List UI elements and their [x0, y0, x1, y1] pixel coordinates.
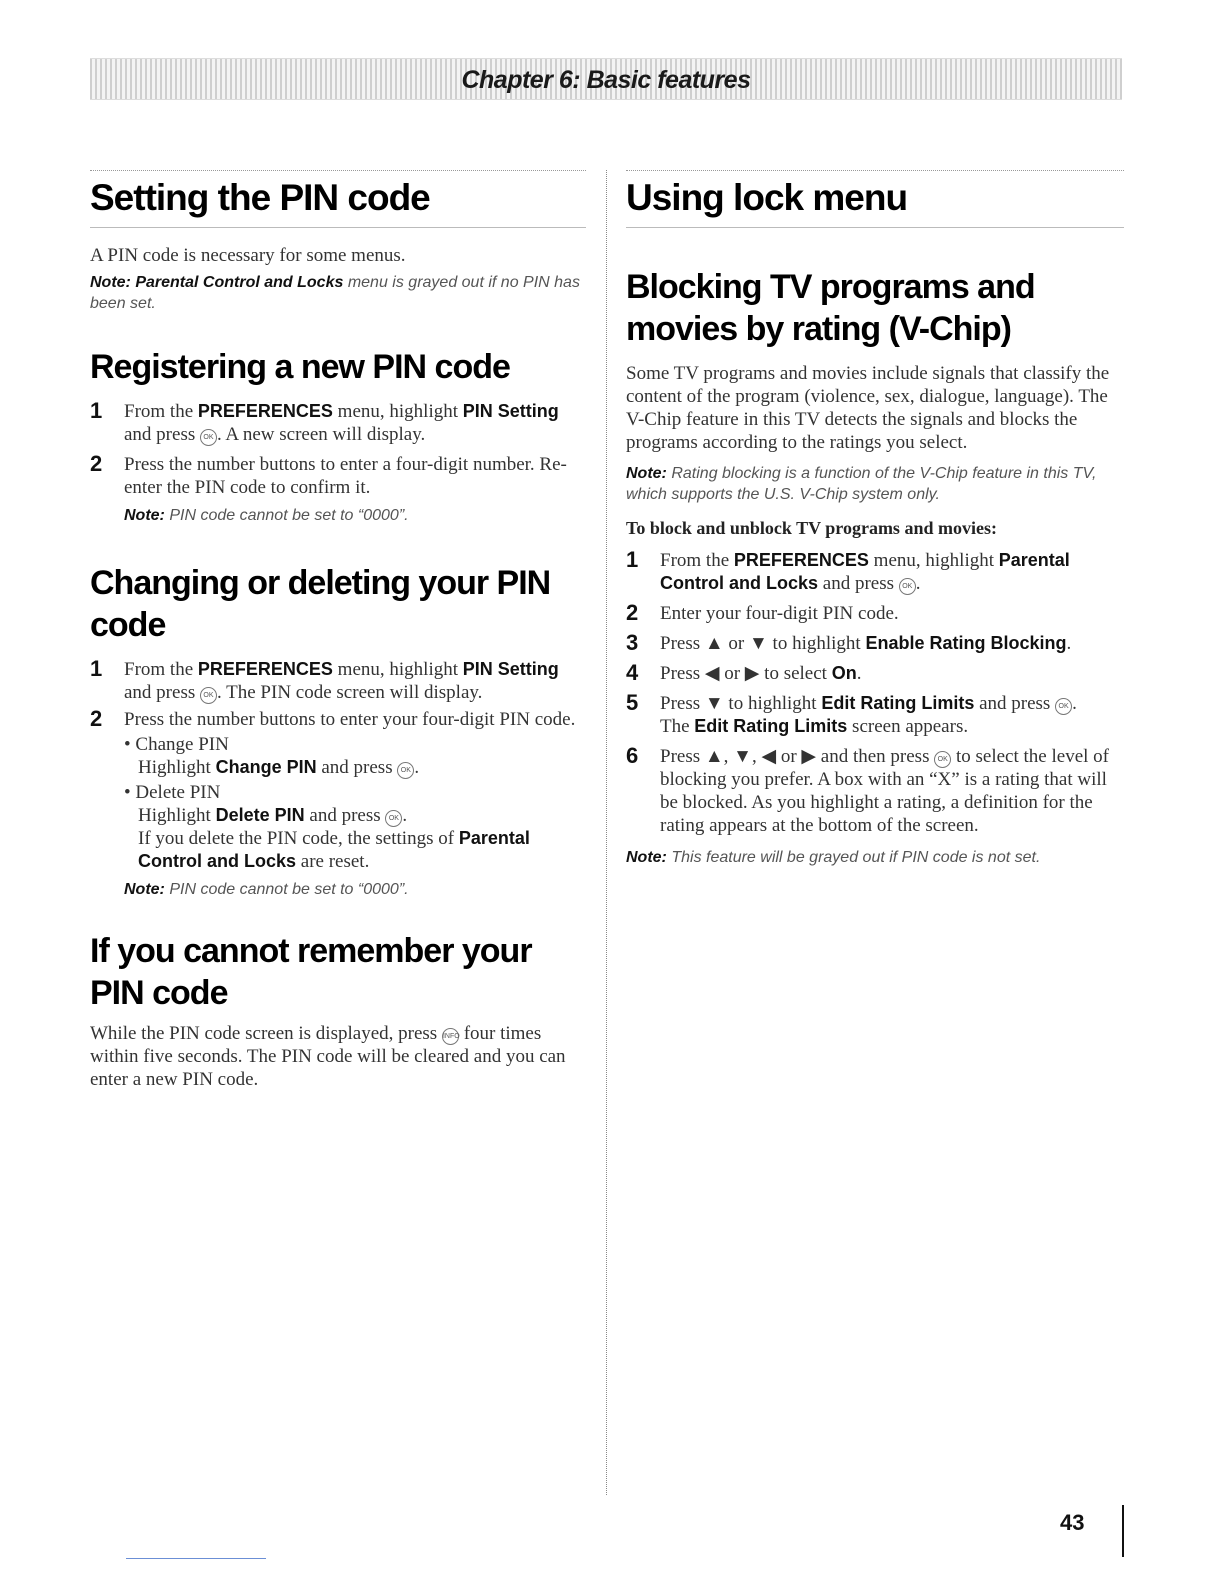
step-text: From the — [660, 550, 734, 571]
step-text: . The PIN code screen will display. — [216, 682, 483, 703]
pin-setting-label: PIN Setting — [462, 401, 559, 421]
block-steps — [626, 549, 1124, 837]
parental-control-label: Parental Control and Locks — [138, 828, 530, 871]
vchip-note — [626, 463, 1124, 505]
step-text: Highlight — [138, 757, 216, 778]
info-button-icon: INFO — [442, 1028, 459, 1045]
footer-rule — [126, 1558, 266, 1559]
step-text: and press — [124, 424, 200, 445]
heading-register-pin: Registering a new PIN code — [90, 348, 510, 386]
body-text: While the PIN code screen is displayed, press — [90, 1023, 442, 1044]
note-label: Note: — [626, 849, 667, 866]
step-text: Press ▲, ▼, ◀ or ▶ and then press — [660, 746, 935, 767]
register-step-1 — [90, 400, 586, 446]
change-pin-bullet: • Change PIN — [124, 734, 229, 755]
step-text: . A new screen will display. — [216, 424, 426, 445]
step-text: From the — [124, 659, 198, 680]
step-number: 2 — [90, 706, 103, 731]
note-text: PIN code cannot be set to “0000”. — [164, 507, 409, 524]
ok-button-icon: OK — [934, 751, 951, 768]
preferences-menu-label: PREFERENCES — [197, 659, 333, 679]
step-text: Press the number buttons to enter a four-digit number. Re-enter the PIN code to confirm it. — [124, 454, 567, 498]
vchip-intro: Some TV programs and movies include signals that classify the content of the program (violence, sex, dialogue, language). The V-Chip feature in this TV detects the signals and blocks the programs according to the ratings you select. — [626, 363, 1110, 453]
ok-button-icon: OK — [1055, 698, 1072, 715]
note-label: Note: — [124, 881, 165, 898]
note-text: Rating blocking is a function of the V-Chip feature in this TV, which supports the U.S. V-Chip system only. — [626, 465, 1097, 503]
note-label: Note: — [124, 507, 165, 524]
step-text: menu, highlight — [332, 401, 463, 422]
preferences-menu-label: PREFERENCES — [197, 401, 333, 421]
step-text: . — [402, 805, 408, 826]
column-divider — [606, 170, 607, 1495]
step-text: and press — [124, 682, 200, 703]
step-number: 1 — [626, 547, 639, 572]
step-text: Enter your four-digit PIN code. — [660, 603, 899, 624]
change-steps — [90, 658, 586, 900]
heading-forgot-pin: If you cannot remember your PIN code — [90, 932, 532, 1012]
enable-rating-blocking-label: Enable Rating Blocking — [865, 633, 1067, 653]
step-text: The — [660, 716, 695, 737]
step-text: Highlight — [138, 805, 216, 826]
block-step-5 — [626, 692, 1124, 738]
section-title-lock: Using lock menu — [626, 170, 1124, 228]
block-step-3 — [626, 632, 1124, 655]
step-number: 1 — [90, 398, 103, 423]
note-label: Note: Parental Control and Locks — [90, 274, 344, 291]
step-text: are reset. — [296, 851, 370, 872]
block-subheading: To block and unblock TV programs and movies: — [626, 518, 997, 538]
chapter-banner — [90, 58, 1122, 100]
ok-button-icon: OK — [385, 810, 402, 827]
heading-change-pin: Changing or deleting your PIN code — [90, 564, 551, 644]
block-step-1 — [626, 549, 1124, 595]
ok-button-icon: OK — [397, 762, 414, 779]
delete-pin-bullet: • Delete PIN — [124, 782, 221, 803]
step-text: to select the level of blocking you prefer. A box with an “X” is a rating that will be blocked. As you highlight a rating, a definition for the rating appears at the bottom of the screen. — [660, 746, 1109, 836]
on-label: On — [831, 663, 857, 683]
preferences-menu-label: PREFERENCES — [733, 550, 869, 570]
body-text: four times within five seconds. The PIN code will be cleared and you can enter a new PIN code. — [90, 1023, 566, 1090]
change-step-2 — [90, 708, 586, 873]
vchip-note-2 — [626, 847, 1124, 868]
change-step-1 — [90, 658, 586, 704]
step-text: If you delete the PIN code, the settings of — [138, 828, 459, 849]
step-text: . — [915, 573, 921, 594]
forgot-pin-text — [90, 1022, 586, 1091]
step-number: 5 — [626, 690, 639, 715]
register-steps — [90, 400, 586, 526]
block-step-6 — [626, 745, 1124, 837]
step-text: and press — [316, 757, 398, 778]
step-number: 2 — [90, 451, 103, 476]
parental-control-label: Parental Control and Locks — [660, 550, 1070, 593]
change-pin-label: Change PIN — [215, 757, 317, 777]
left-column — [90, 170, 586, 1091]
edit-rating-limits-label: Edit Rating Limits — [821, 693, 975, 713]
right-column — [626, 170, 1124, 868]
step-text: screen appears. — [847, 716, 969, 737]
step-text: Press ◀ or ▶ to select — [660, 663, 832, 684]
section-title-pin: Setting the PIN code — [90, 170, 586, 228]
step-number: 4 — [626, 660, 639, 685]
step-text: . — [414, 757, 420, 778]
pin-intro: A PIN code is necessary for some menus. — [90, 245, 406, 266]
step-text: Press ▼ to highlight — [660, 693, 822, 714]
step-text: . — [1072, 693, 1077, 714]
change-pin-instruction — [124, 756, 586, 779]
reset-note — [124, 827, 586, 873]
ok-button-icon: OK — [200, 687, 217, 704]
step-text: menu, highlight — [332, 659, 463, 680]
block-step-4 — [626, 662, 1124, 685]
step-number: 3 — [626, 630, 639, 655]
register-note — [90, 505, 586, 526]
step-text: . — [856, 663, 862, 684]
note-text: PIN code cannot be set to “0000”. — [164, 881, 409, 898]
step-text: and press — [304, 805, 386, 826]
step-text: Press ▲ or ▼ to highlight — [660, 633, 866, 654]
change-note — [90, 879, 586, 900]
pin-setting-label: PIN Setting — [462, 659, 559, 679]
step-text: . — [1066, 633, 1072, 654]
step-text: Press the number buttons to enter your four-digit PIN code. — [124, 709, 576, 730]
pin-note — [90, 272, 586, 314]
page-number-bar — [1122, 1505, 1124, 1557]
page-number: 43 — [1060, 1510, 1085, 1535]
step-number: 6 — [626, 743, 639, 768]
block-step-2 — [626, 602, 1124, 625]
step-text: menu, highlight — [868, 550, 999, 571]
delete-pin-instruction — [124, 804, 586, 827]
ok-button-icon: OK — [899, 578, 916, 595]
edit-rating-limits-label: Edit Rating Limits — [694, 716, 848, 736]
chapter-title: Chapter 6: Basic features — [461, 66, 751, 94]
note-label: Note: — [626, 465, 667, 482]
delete-pin-label: Delete PIN — [215, 805, 305, 825]
ok-button-icon: OK — [200, 429, 217, 446]
step-number: 2 — [626, 600, 639, 625]
register-step-2 — [90, 453, 586, 499]
step-text: and press — [818, 573, 899, 594]
step-text: and press — [974, 693, 1056, 714]
heading-vchip: Blocking TV programs and movies by rating (V-Chip) — [626, 268, 1035, 348]
edit-rating-screen-line — [660, 715, 1124, 738]
step-text: From the — [124, 401, 198, 422]
step-number: 1 — [90, 656, 103, 681]
note-text: This feature will be grayed out if PIN code is not set. — [666, 849, 1041, 866]
note-text: menu is grayed out if no PIN has been set. — [90, 274, 580, 312]
